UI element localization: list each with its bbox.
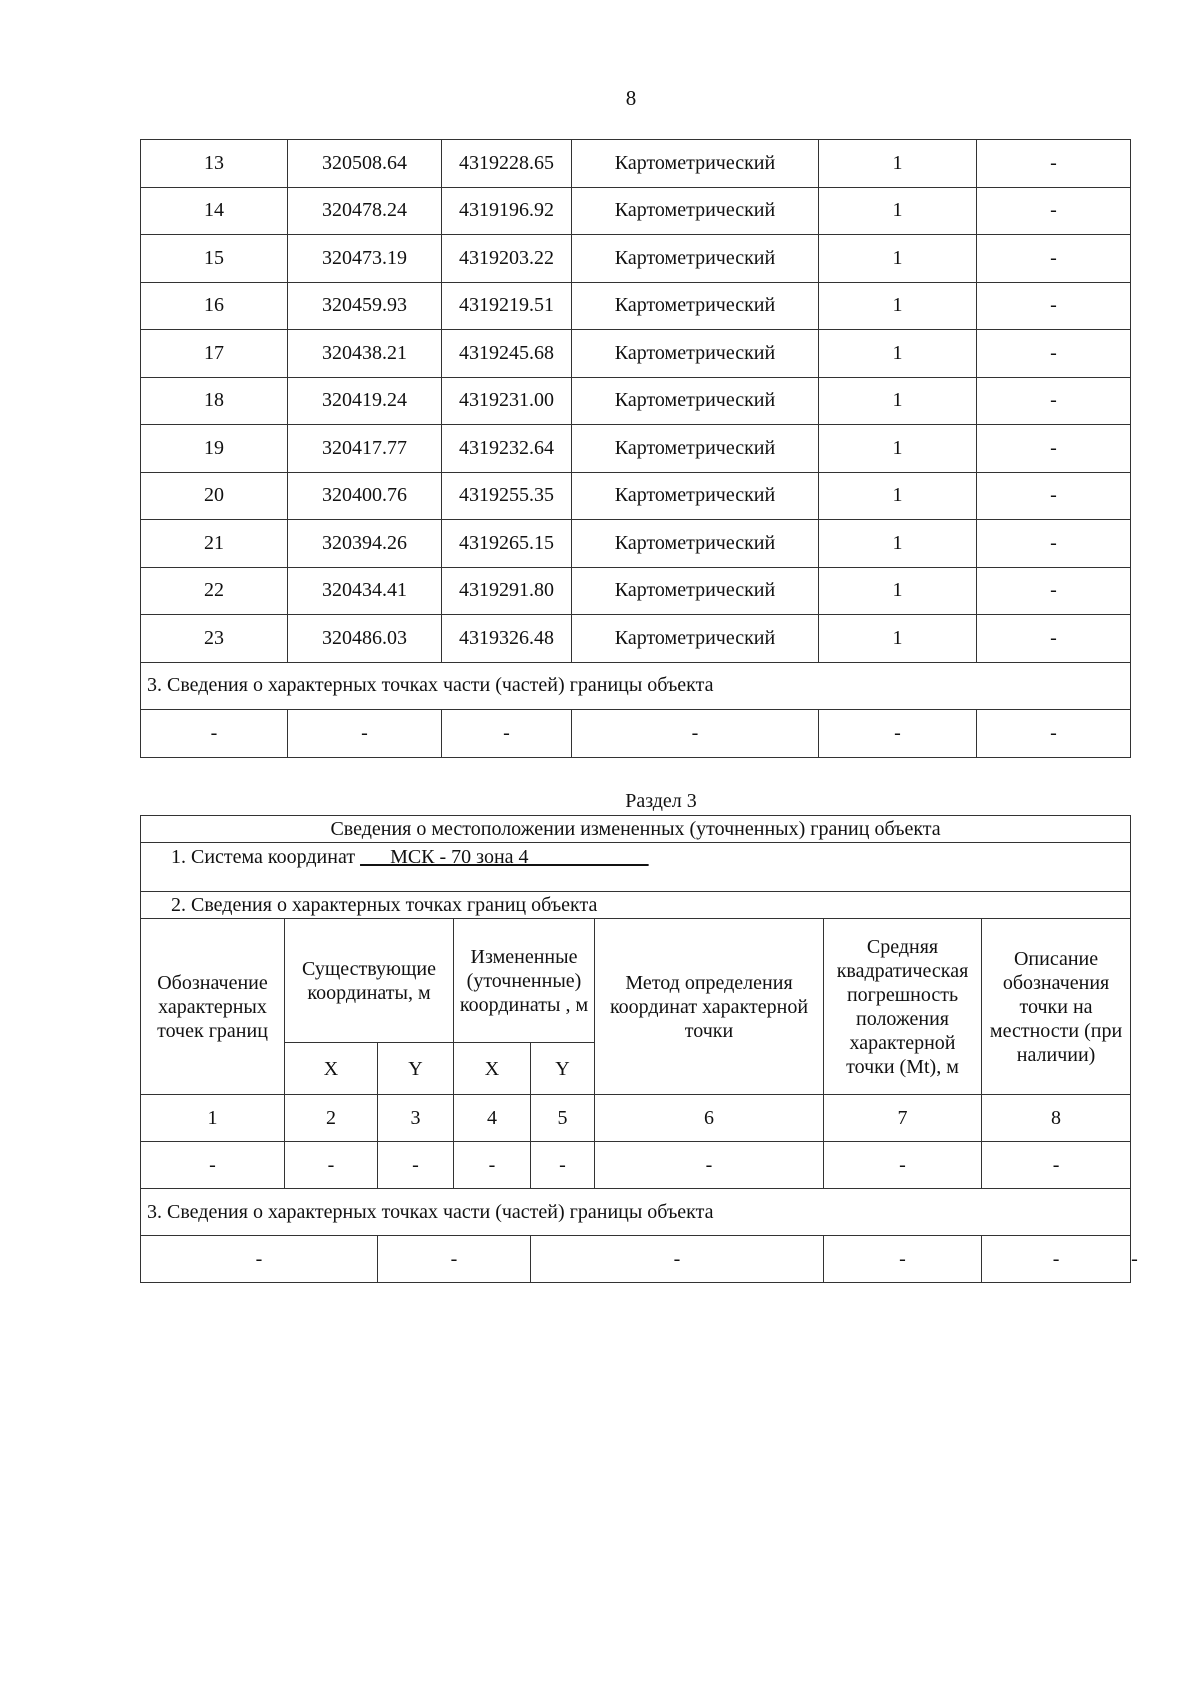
table-row <box>141 567 1131 615</box>
description-cell: - <box>977 425 1131 473</box>
part-cell: - <box>982 1236 1131 1283</box>
method-cell: Картометрический <box>572 425 819 473</box>
coord-y-cell: 4319203.22 <box>442 235 572 283</box>
accuracy-cell: 1 <box>819 520 977 568</box>
header-changed: Измененные (уточненные) координаты , м <box>454 919 595 1043</box>
point-number-cell: 17 <box>141 330 288 378</box>
description-cell: - <box>977 235 1131 283</box>
description-cell: - <box>977 140 1131 188</box>
data-cell: - <box>982 1142 1131 1189</box>
coord-x-cell: 320438.21 <box>288 330 442 378</box>
coord-x-cell: 320486.03 <box>288 615 442 663</box>
part-cell: - <box>531 1236 824 1283</box>
coord-x-cell: 320508.64 <box>288 140 442 188</box>
accuracy-cell: 1 <box>819 472 977 520</box>
accuracy-cell: 1 <box>819 140 977 188</box>
accuracy-cell: 1 <box>819 377 977 425</box>
changed-boundaries-table: Сведения о местоположении измененных (уточненных) границ объекта 1. Система координат ___МСК - 70 зона 4____________ 2. Сведения о характерных точках границ объекта Обозначение характерных точек границ Существующие координаты, м Измененные (уточненные) координаты , м Метод определения координат характерной точки Средняя квадратическая погрешность положения характерной точки (Mt), м Описание обозначения точки на местности (при наличии) X Y X Y 1 2 3 4 5 6 7 8 - - - - - - - - 3. Сведения о характерных точках части (частей) границы объекта - - - - - - <box>140 815 1131 1283</box>
data-cell: - <box>824 1142 982 1189</box>
table-row <box>141 282 1131 330</box>
part-cell: - <box>819 710 977 758</box>
coord-y-cell: 4319231.00 <box>442 377 572 425</box>
point-number-cell: 13 <box>141 140 288 188</box>
data-cell: - <box>531 1142 595 1189</box>
description-cell: - <box>977 520 1131 568</box>
coord-x-cell: 320417.77 <box>288 425 442 473</box>
column-number-cell: 7 <box>824 1095 982 1142</box>
part-heading: 3. Сведения о характерных точках части (частей) границы объекта <box>141 1189 1131 1236</box>
coord-y-cell: 4319232.64 <box>442 425 572 473</box>
coord-x-cell: 320473.19 <box>288 235 442 283</box>
accuracy-cell: 1 <box>819 282 977 330</box>
accuracy-cell: 1 <box>819 330 977 378</box>
data-cell: - <box>454 1142 531 1189</box>
part-cell: - <box>378 1236 531 1283</box>
table-row <box>141 520 1131 568</box>
coord-system-label: 1. Система координат <box>171 846 361 868</box>
description-cell: - <box>977 615 1131 663</box>
coord-x-cell: 320434.41 <box>288 567 442 615</box>
point-number-cell: 23 <box>141 615 288 663</box>
header-existing: Существующие координаты, м <box>285 919 454 1043</box>
coord-x-cell: 320478.24 <box>288 187 442 235</box>
method-cell: Картометрический <box>572 140 819 188</box>
point-number-cell: 22 <box>141 567 288 615</box>
data-row <box>141 1142 1131 1189</box>
point-number-cell: 19 <box>141 425 288 473</box>
accuracy-cell: 1 <box>819 567 977 615</box>
point-number-cell: 16 <box>141 282 288 330</box>
column-number-cell: 5 <box>531 1095 595 1142</box>
coord-y-cell: 4319265.15 <box>442 520 572 568</box>
table-row <box>141 330 1131 378</box>
coord-x-cell: 320400.76 <box>288 472 442 520</box>
coordinates-table <box>140 139 1131 758</box>
point-number-cell: 14 <box>141 187 288 235</box>
point-number-cell: 20 <box>141 472 288 520</box>
coord-y-cell: 4319196.92 <box>442 187 572 235</box>
coord-system-value: ___МСК - 70 зона 4____________ <box>360 846 649 868</box>
part-cell: - <box>141 710 288 758</box>
column-number-cell: 3 <box>378 1095 454 1142</box>
accuracy-cell: 1 <box>819 425 977 473</box>
description-cell: - <box>977 187 1131 235</box>
table-row <box>141 377 1131 425</box>
method-cell: Картометрический <box>572 615 819 663</box>
description-cell: - <box>977 330 1131 378</box>
header-x-changed: X <box>454 1043 531 1095</box>
description-cell: - <box>977 282 1131 330</box>
point-number-cell: 15 <box>141 235 288 283</box>
point-number-cell: 21 <box>141 520 288 568</box>
data-cell: - <box>378 1142 454 1189</box>
coord-y-cell: 4319245.68 <box>442 330 572 378</box>
table-row <box>141 425 1131 473</box>
part-row <box>141 710 1131 758</box>
method-cell: Картометрический <box>572 282 819 330</box>
coord-y-cell: 4319255.35 <box>442 472 572 520</box>
header-x-existing: X <box>285 1043 378 1095</box>
method-cell: Картометрический <box>572 330 819 378</box>
accuracy-cell: 1 <box>819 187 977 235</box>
section-heading: Сведения о местоположении измененных (уточненных) границ объекта <box>141 816 1131 843</box>
header-designation: Обозначение характерных точек границ <box>141 919 285 1095</box>
part-cell: - <box>442 710 572 758</box>
coord-y-cell: 4319228.65 <box>442 140 572 188</box>
part-heading: 3. Сведения о характерных точках части (частей) границы объекта <box>141 662 1131 710</box>
method-cell: Картометрический <box>572 187 819 235</box>
coord-x-cell: 320459.93 <box>288 282 442 330</box>
column-number-cell: 8 <box>982 1095 1131 1142</box>
column-number-cell: 4 <box>454 1095 531 1142</box>
data-cell: - <box>141 1142 285 1189</box>
header-y-existing: Y <box>378 1043 454 1095</box>
method-cell: Картометрический <box>572 472 819 520</box>
coord-system-cell <box>141 843 1131 892</box>
part-cell: - <box>141 1236 378 1283</box>
coord-x-cell: 320394.26 <box>288 520 442 568</box>
method-cell: Картометрический <box>572 567 819 615</box>
part-cell: - <box>824 1236 982 1283</box>
description-cell: - <box>977 377 1131 425</box>
accuracy-cell: 1 <box>819 615 977 663</box>
column-number-cell: 2 <box>285 1095 378 1142</box>
method-cell: Картометрический <box>572 235 819 283</box>
part-cell: - <box>977 710 1131 758</box>
data-cell: - <box>285 1142 378 1189</box>
coord-x-cell: 320419.24 <box>288 377 442 425</box>
page-number: 8 <box>625 86 637 110</box>
column-number-cell: 6 <box>595 1095 824 1142</box>
part-cell: - <box>572 710 819 758</box>
table-row <box>141 187 1131 235</box>
part-cell: - <box>288 710 442 758</box>
header-description: Описание обозначения точки на местности (при наличии) <box>982 919 1131 1095</box>
description-cell: - <box>977 567 1131 615</box>
point-number-cell: 18 <box>141 377 288 425</box>
table-row <box>141 615 1131 663</box>
accuracy-cell: 1 <box>819 235 977 283</box>
description-cell: - <box>977 472 1131 520</box>
section-title: Раздел 3 <box>625 790 697 812</box>
coord-y-cell: 4319291.80 <box>442 567 572 615</box>
header-y-changed: Y <box>531 1043 595 1095</box>
method-cell: Картометрический <box>572 377 819 425</box>
points-heading: 2. Сведения о характерных точках границ объекта <box>141 892 1131 919</box>
table-row <box>141 472 1131 520</box>
table-row <box>141 235 1131 283</box>
header-method: Метод определения координат характерной точки <box>595 919 824 1095</box>
column-number-cell: 1 <box>141 1095 285 1142</box>
column-numbers-row <box>141 1095 1131 1142</box>
data-cell: - <box>595 1142 824 1189</box>
method-cell: Картометрический <box>572 520 819 568</box>
coord-y-cell: 4319326.48 <box>442 615 572 663</box>
header-accuracy: Средняя квадратическая погрешность положения характерной точки (Mt), м <box>824 919 982 1095</box>
coord-y-cell: 4319219.51 <box>442 282 572 330</box>
table-row <box>141 140 1131 188</box>
